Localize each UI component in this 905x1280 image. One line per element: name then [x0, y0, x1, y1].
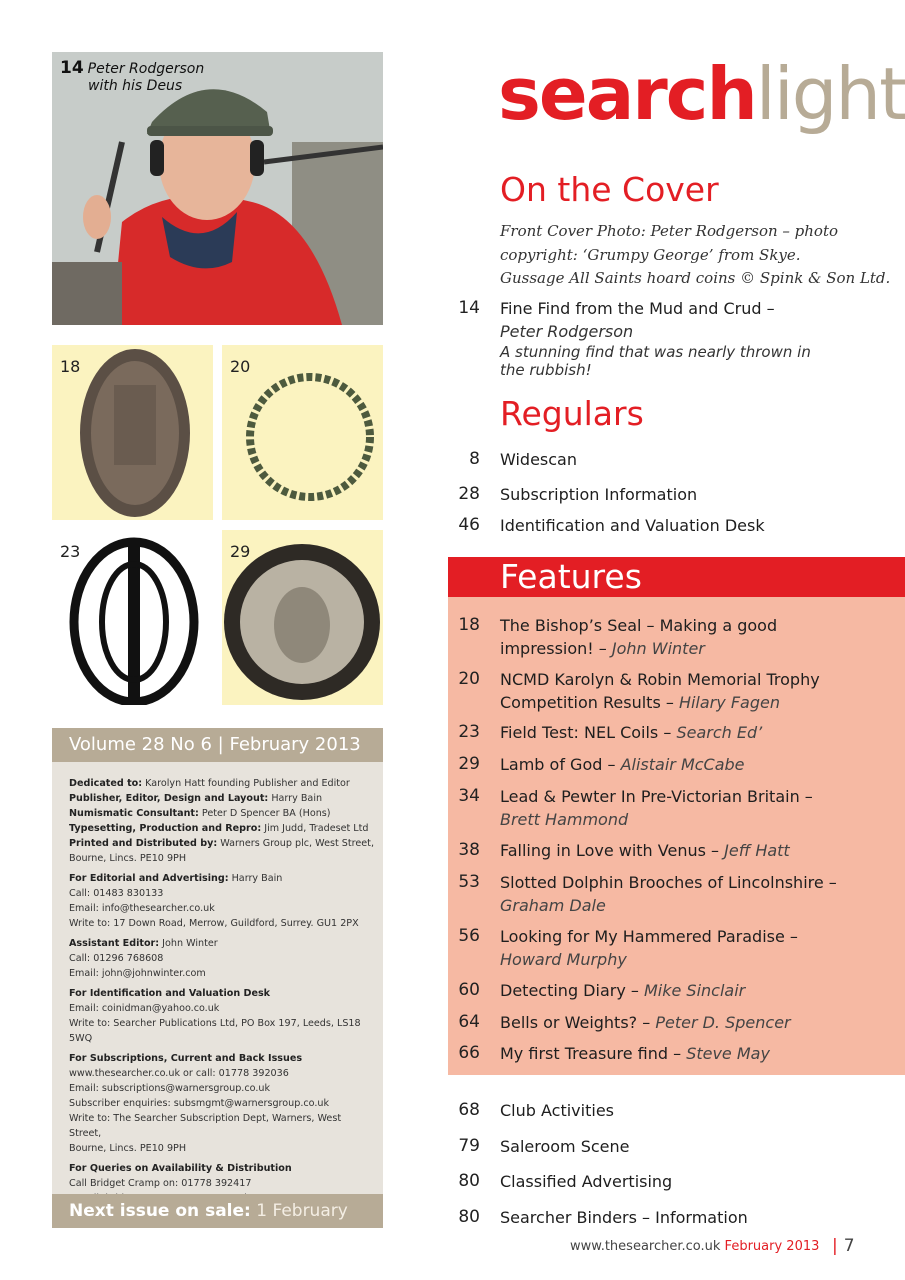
typesetting-value: Jim Judd, Tradeset Ltd — [261, 823, 369, 834]
dedicated-label: Dedicated to: — [69, 778, 143, 789]
thumb-coil-num: 23 — [60, 542, 81, 561]
feature-item[interactable] — [500, 753, 870, 776]
feature-author: John Winter — [611, 639, 705, 658]
seal-image — [52, 345, 213, 520]
logo-search: search — [498, 52, 756, 136]
feature-title: Slotted Dolphin Brooches of Lincolnshire – — [500, 873, 837, 892]
subs-enquiries: Subscriber enquiries: subsmgmt@warnersgroup.co.uk — [69, 1098, 330, 1109]
page-number-bar: | — [832, 1236, 838, 1256]
footer-url[interactable]: www.thesearcher.co.uk — [570, 1239, 721, 1254]
avail-call: Call Bridget Cramp on: 01778 392417 — [69, 1178, 252, 1189]
feature-title: My first Treasure find – — [500, 1044, 687, 1063]
feature-num: 56 — [458, 926, 480, 946]
next-issue-label: Next issue on sale: — [69, 1201, 251, 1221]
feature-num: 53 — [458, 872, 480, 892]
ident-email: Email: coinidman@yahoo.co.uk — [69, 1003, 220, 1014]
numismatic-value: Peter D Spencer BA (Hons) — [198, 808, 331, 819]
feature-num: 29 — [458, 754, 480, 774]
feature-item[interactable] — [500, 614, 870, 660]
feature-title: Falling in Love with Venus – — [500, 841, 725, 860]
subs-email: Email: subscriptions@warnersgroup.co.uk — [69, 1083, 271, 1094]
feature-item[interactable] — [500, 925, 870, 971]
typesetting-label: Typesetting, Production and Repro: — [69, 823, 262, 834]
cover-credit-line3: Gussage All Saints hoard coins © Spink & Son Ltd. — [500, 269, 891, 287]
editorial-label: For Editorial and Advertising: — [69, 873, 229, 884]
coin-image — [222, 530, 383, 705]
feature-item[interactable] — [500, 871, 870, 917]
feature-author: Brett Hammond — [500, 810, 629, 829]
regular-num: 46 — [458, 515, 480, 535]
thumb-torc — [222, 345, 383, 520]
feature-title: Looking for My Hammered Paradise – — [500, 927, 798, 946]
thumb-coin — [222, 530, 383, 705]
feature-title: Field Test: NEL Coils – — [500, 723, 677, 742]
feature-num: 64 — [458, 1012, 480, 1032]
feature-title-cont: impression! – — [500, 639, 612, 658]
extra-item[interactable]: Saleroom Scene — [500, 1137, 630, 1156]
thumb-seal-num: 18 — [60, 357, 81, 376]
next-issue-bar — [52, 1194, 383, 1228]
cover-entry-num: 14 — [458, 298, 480, 318]
feature-title: Lamb of God – — [500, 755, 621, 774]
feature-item[interactable] — [500, 668, 870, 714]
thumb-coil — [52, 530, 213, 705]
page-number — [832, 1236, 855, 1256]
cover-entry-desc2: the rubbish! — [500, 361, 592, 379]
feature-author: Alistair McCabe — [620, 755, 745, 774]
feature-author: Jeff Hatt — [724, 841, 790, 860]
feature-num: 20 — [458, 669, 480, 689]
thumb-torc-num: 20 — [230, 357, 251, 376]
feature-num: 60 — [458, 980, 480, 1000]
subs-address: Write to: The Searcher Subscription Dept, Warners, West Street, — [69, 1113, 342, 1139]
logo-light: light — [755, 52, 905, 136]
dedicated-value: Karolyn Hatt founding Publisher and Editor — [142, 778, 350, 789]
numismatic-label: Numismatic Consultant: — [69, 808, 199, 819]
thumb-coin-num: 29 — [230, 542, 251, 561]
feature-title: NCMD Karolyn & Robin Memorial Trophy — [500, 670, 820, 689]
photo-caption-line2: with his Deus — [88, 78, 183, 94]
publisher-info-body — [69, 776, 374, 1211]
editorial-call: Call: 01483 830133 — [69, 888, 164, 899]
printed-label: Printed and Distributed by: — [69, 838, 218, 849]
regular-item[interactable]: Widescan — [500, 450, 577, 469]
printed-value: Warners Group plc, West Street, — [217, 838, 374, 849]
feature-title: Bells or Weights? – — [500, 1013, 656, 1032]
feature-num: 34 — [458, 786, 480, 806]
publisher-label: Publisher, Editor, Design and Layout: — [69, 793, 269, 804]
photo-caption-line1: Peter Rodgerson — [87, 61, 205, 77]
regular-num: 8 — [469, 449, 480, 469]
assistant-call: Call: 01296 768608 — [69, 953, 164, 964]
feature-num: 18 — [458, 615, 480, 635]
extra-item[interactable]: Club Activities — [500, 1101, 614, 1120]
extra-num: 80 — [458, 1171, 480, 1191]
coil-image — [52, 530, 213, 705]
feature-title: Detecting Diary – — [500, 981, 644, 1000]
feature-num: 23 — [458, 722, 480, 742]
feature-author: Mike Sinclair — [643, 981, 746, 1000]
features-heading: Features — [500, 557, 642, 596]
page-number-value: 7 — [843, 1236, 855, 1256]
assistant-email: Email: john@johnwinter.com — [69, 968, 206, 979]
feature-item[interactable] — [500, 979, 870, 1002]
subs-label: For Subscriptions, Current and Back Issues — [69, 1053, 303, 1064]
editorial-address: Write to: 17 Down Road, Merrow, Guildford, Surrey. GU1 2PX — [69, 918, 359, 929]
ident-address: Write to: Searcher Publications Ltd, PO Box 197, Leeds, LS18 5WQ — [69, 1018, 361, 1044]
editorial-email: Email: info@thesearcher.co.uk — [69, 903, 215, 914]
cover-credit-line1: Front Cover Photo: Peter Rodgerson – photo — [500, 222, 839, 240]
extra-num: 79 — [458, 1136, 480, 1156]
assistant-value: John Winter — [159, 938, 218, 949]
cover-credit — [500, 220, 895, 291]
extra-num: 68 — [458, 1100, 480, 1120]
cover-entry[interactable] — [500, 297, 870, 379]
feature-item[interactable] — [500, 1011, 870, 1034]
editorial-value: Harry Bain — [228, 873, 283, 884]
feature-author: Search Ed’ — [676, 723, 763, 742]
feature-author: Graham Dale — [500, 896, 606, 915]
feature-num: 38 — [458, 840, 480, 860]
cover-entry-desc1: A stunning find that was nearly thrown in — [500, 343, 811, 361]
cover-credit-line2: copyright: ‘Grumpy George’ from Skye. — [500, 245, 801, 264]
feature-title: Lead & Pewter In Pre-Victorian Britain – — [500, 787, 813, 806]
searchlight-logo — [498, 46, 905, 142]
printed-address: Bourne, Lincs. PE10 9PH — [69, 853, 187, 864]
regular-item[interactable]: Identification and Valuation Desk — [500, 516, 765, 535]
feature-num: 66 — [458, 1043, 480, 1063]
thumb-seal — [52, 345, 213, 520]
regulars-heading: Regulars — [500, 394, 644, 433]
cover-heading: On the Cover — [500, 170, 719, 209]
feature-author: Hilary Fagen — [678, 693, 780, 712]
feature-author: Howard Murphy — [500, 950, 627, 969]
feature-author: Peter D. Spencer — [655, 1013, 791, 1032]
cover-entry-title: Fine Find from the Mud and Crud – — [500, 299, 775, 318]
photo-caption-num: 14 — [60, 58, 84, 78]
feature-item[interactable] — [500, 785, 870, 831]
feature-item[interactable] — [500, 839, 870, 862]
extra-num: 80 — [458, 1207, 480, 1227]
torc-image — [222, 345, 383, 520]
next-issue-date: 1 February — [250, 1201, 348, 1221]
cover-entry-author: Peter Rodgerson — [500, 322, 634, 341]
feature-author: Steve May — [686, 1044, 770, 1063]
extra-item[interactable]: Classified Advertising — [500, 1172, 673, 1191]
page-footer — [570, 1239, 819, 1254]
subs-web: www.thesearcher.co.uk or call: 01778 392036 — [69, 1068, 289, 1079]
feature-title: The Bishop’s Seal – Making a good — [500, 616, 778, 635]
photo-caption — [60, 60, 204, 95]
assistant-label: Assistant Editor: — [69, 938, 160, 949]
subs-address-2: Bourne, Lincs. PE10 9PH — [69, 1143, 187, 1154]
footer-issue: February 2013 — [720, 1239, 820, 1254]
feature-item[interactable] — [500, 1042, 870, 1065]
extra-item[interactable]: Searcher Binders – Information — [500, 1208, 748, 1227]
regular-num: 28 — [458, 484, 480, 504]
avail-label: For Queries on Availability & Distribution — [69, 1163, 292, 1174]
feature-item[interactable] — [500, 721, 870, 744]
volume-header: Volume 28 No 6 | February 2013 — [52, 728, 383, 762]
ident-label: For Identification and Valuation Desk — [69, 988, 271, 999]
regular-item[interactable]: Subscription Information — [500, 485, 698, 504]
feature-title-cont: Competition Results – — [500, 693, 679, 712]
publisher-value: Harry Bain — [268, 793, 323, 804]
